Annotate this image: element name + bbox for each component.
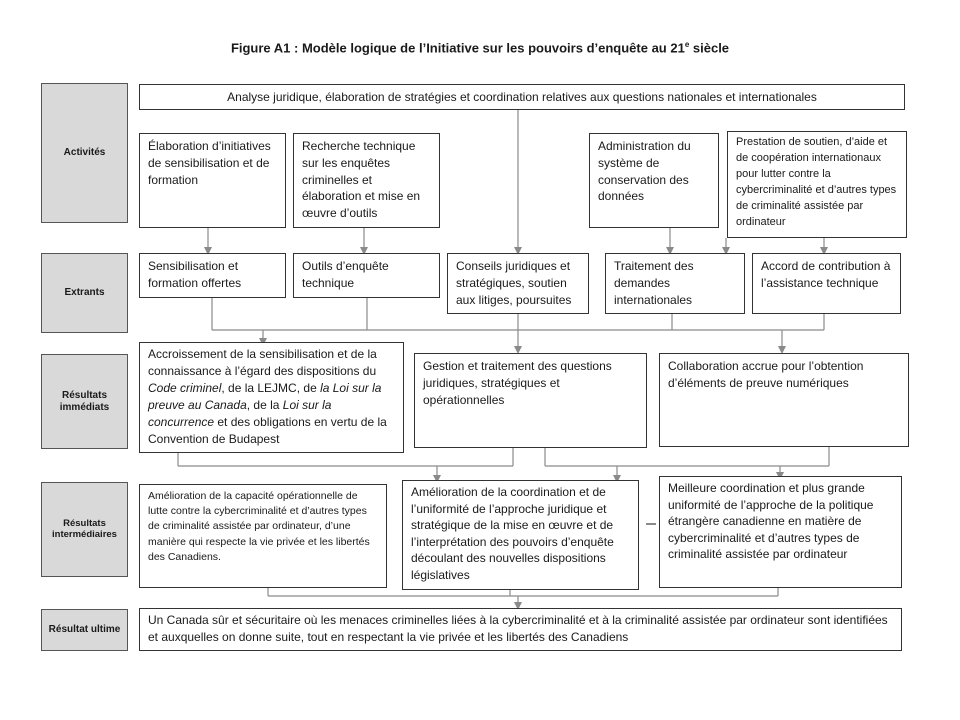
activity-box-sensibilisation: Élaboration d’initiatives de sensibilisation et de formation: [139, 133, 286, 228]
ultimate-result-box: Un Canada sûr et sécuritaire où les menaces criminelles liées à la cybercriminalité et à la criminalité assistée par ordinateur sont identifiées et auxquelles on donne suite, tout en respectant la vie privée et les libertés des Canadiens: [139, 608, 902, 651]
activity-top-box: Analyse juridique, élaboration de stratégies et coordination relatives aux questions nationales et internationales: [139, 84, 905, 110]
immediate-result-sensibilisation: Accroissement de la sensibilisation et de la connaissance à l’égard des dispositions du Code criminel, de la LEJMC, de la Loi sur la preuve au Canada, de la Loi sur la concurrence et des obligations en vertu de la Convention de Budapest: [139, 342, 404, 453]
intermediate-result-coordination-juridique: Amélioration de la coordination et de l’uniformité de l’approche juridique et stratégique de la mise en œuvre et de l’interprétation des pouvoirs d’enquête découlant des nouvelles dispositions législatives: [402, 480, 639, 590]
output-box-accord: Accord de contribution à l’assistance technique: [752, 253, 901, 314]
output-box-conseils: Conseils juridiques et stratégiques, soutien aux litiges, poursuites: [447, 253, 589, 314]
row-label-activites: Activités: [41, 83, 128, 223]
intermediate-result-capacite: Amélioration de la capacité opérationnelle de lutte contre la cybercriminalité et d’autres types de criminalité assistée par ordinateur, d’une manière qui respecte la vie privée et les libertés des Canadiens.: [139, 484, 387, 588]
activity-box-conservation: Administration du système de conservation des données: [589, 133, 719, 228]
output-box-demandes: Traitement des demandes internationales: [605, 253, 745, 314]
row-label-resultats-intermediaires: Résultats intermédiaires: [41, 482, 128, 577]
activity-box-soutien-international: Prestation de soutien, d’aide et de coopération internationaux pour lutter contre la cybercriminalité et d’autres types de criminalité assistée par ordinateur: [727, 131, 907, 238]
output-box-outils: Outils d’enquête technique: [293, 253, 440, 298]
immediate-result-collaboration: Collaboration accrue pour l’obtention d’éléments de preuve numériques: [659, 353, 909, 447]
row-label-extrants: Extrants: [41, 253, 128, 333]
intermediate-result-politique-etrangere: Meilleure coordination et plus grande uniformité de l’approche de la politique étrangère canadienne en matière de cybercriminalité et d’autres types de criminalité assistée par ordinateur: [659, 476, 902, 588]
output-box-sensibilisation: Sensibilisation et formation offertes: [139, 253, 286, 298]
activity-box-recherche: Recherche technique sur les enquêtes criminelles et élaboration et mise en œuvre d’outils: [293, 133, 440, 228]
row-label-resultat-ultime: Résultat ultime: [41, 609, 128, 651]
immediate-result-gestion: Gestion et traitement des questions juridiques, stratégiques et opérationnelles: [414, 353, 647, 448]
figure-title: Figure A1 : Modèle logique de l’Initiative sur les pouvoirs d’enquête au 21e siècle: [230, 40, 730, 56]
row-label-resultats-immediats: Résultats immédiats: [41, 354, 128, 449]
